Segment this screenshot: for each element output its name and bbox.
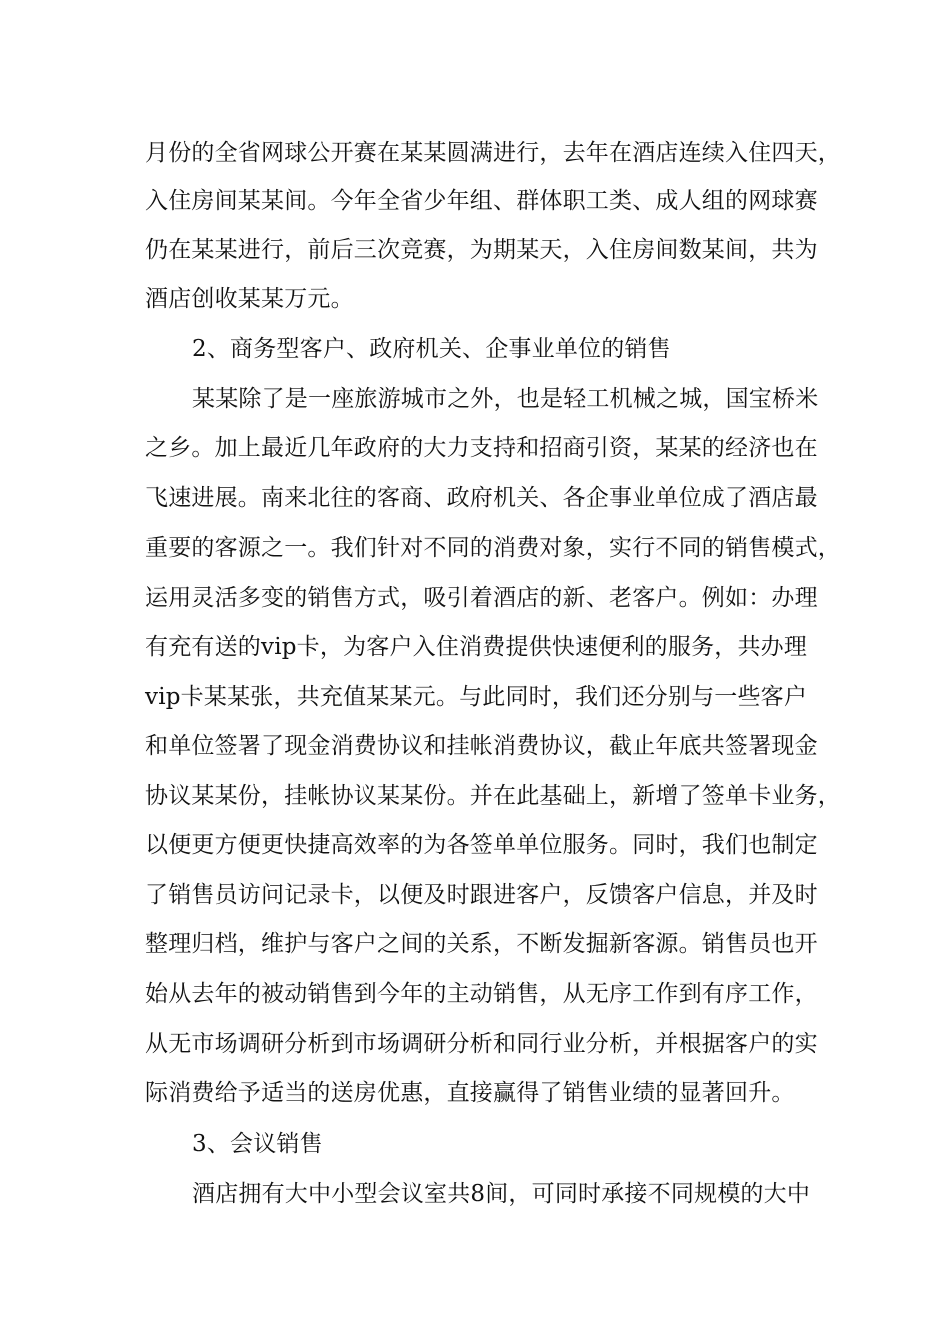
paragraph-line: 从无市场调研分析到市场调研分析和同行业分析，并根据客户的实: [145, 1031, 818, 1057]
paragraph-line: 和单位签署了现金消费协议和挂帐消费协议，截止年底共签署现金: [145, 733, 818, 759]
paragraph-line: 飞速进展。南来北往的客商、政府机关、各企事业单位成了酒店最: [145, 485, 818, 511]
paragraph-line: 运用灵活多变的销售方式，吸引着酒店的新、老客户。例如：办理: [145, 585, 818, 611]
paragraph-line: 际消费给予适当的送房优惠，直接赢得了销售业绩的显著回升。: [145, 1080, 795, 1106]
section-heading: 2、商务型客户、政府机关、企事业单位的销售: [192, 336, 671, 362]
paragraph-first-line: 酒店拥有大中小型会议室共8间，可同时承接不同规模的大中: [192, 1181, 811, 1207]
paragraph-line: 之乡。加上最近几年政府的大力支持和招商引资，某某的经济也在: [145, 435, 818, 461]
paragraph-line: 协议某某份，挂帐协议某某份。并在此基础上，新增了签单卡业务，: [145, 783, 841, 809]
section-heading: 3、会议销售: [192, 1131, 323, 1157]
paragraph-line: 酒店创收某某万元。: [145, 286, 354, 312]
paragraph-line: 以便更方便更快捷高效率的为各签单单位服务。同时，我们也制定: [145, 832, 818, 858]
paragraph-line: vip卡某某张，共充值某某元。与此同时，我们还分别与一些客户: [145, 684, 808, 710]
paragraph-line: 整理归档，维护与客户之间的关系，不断发掘新客源。销售员也开: [145, 931, 818, 957]
paragraph-line: 重要的客源之一。我们针对不同的消费对象，实行不同的销售模式，: [145, 535, 841, 561]
paragraph-line: 入住房间某某间。今年全省少年组、群体职工类、成人组的网球赛: [145, 188, 818, 214]
paragraph-line: 了销售员访问记录卡，以便及时跟进客户，反馈客户信息，并及时: [145, 882, 818, 908]
paragraph-line: 有充有送的vip卡，为客户入住消费提供快速便利的服务，共办理: [145, 634, 808, 660]
paragraph-line: 仍在某某进行，前后三次竞赛，为期某天，入住房间数某间，共为: [145, 237, 818, 263]
paragraph-line: 始从去年的被动销售到今年的主动销售，从无序工作到有序工作，: [145, 981, 818, 1007]
paragraph-first-line: 某某除了是一座旅游城市之外，也是轻工机械之城，国宝桥米: [192, 386, 819, 412]
paragraph-line: 月份的全省网球公开赛在某某圆满进行，去年在酒店连续入住四天，: [145, 140, 841, 166]
